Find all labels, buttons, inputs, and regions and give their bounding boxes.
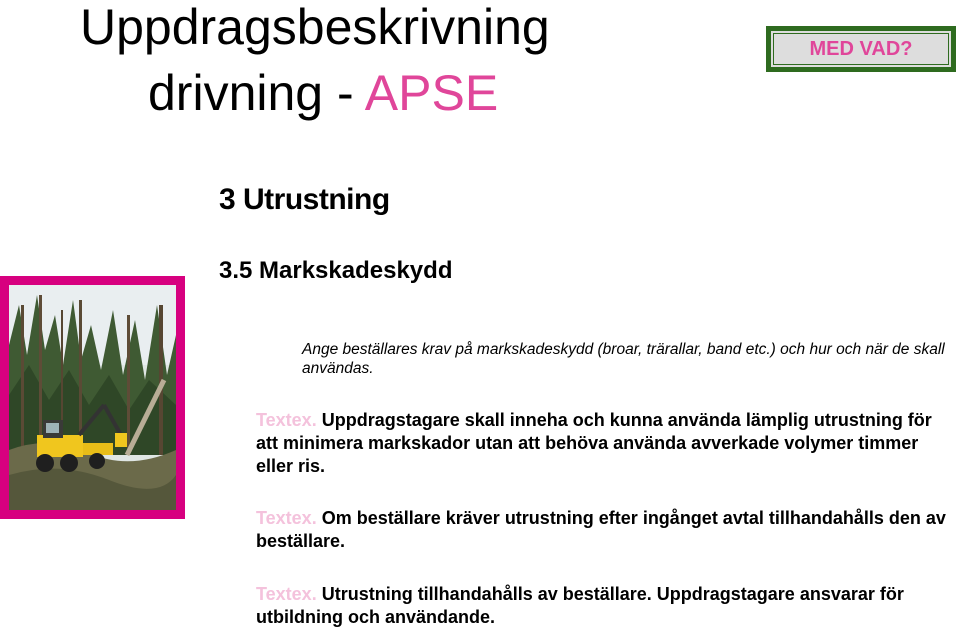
title-accent-apse: APSE xyxy=(364,65,499,121)
badge-label: MED VAD? xyxy=(809,37,913,60)
title-line-1: Uppdragsbeskrivning xyxy=(80,0,550,55)
title-line-2 xyxy=(80,60,720,126)
textex-prefix: Textex. xyxy=(256,508,317,528)
paragraph-text: Utrustning tillhandahålls av beställare. Uppdragstagare ansvarar för utbildning och användande. xyxy=(256,584,904,627)
paragraph-3 xyxy=(256,583,956,629)
badge-inner-border xyxy=(773,33,949,65)
paragraph-2 xyxy=(256,507,956,553)
paragraph-text: Uppdragstagare skall inneha och kunna använda lämplig utrustning för att minimera markskador utan att behöva använda avverkade volymer timmer eller ris. xyxy=(256,410,932,476)
title-line-2-prefix: drivning - xyxy=(148,65,365,121)
instruction-text: Ange beställares krav på markskadeskydd (broar, trärallar, band etc.) och hur och när de skall användas. xyxy=(302,341,945,377)
paragraph-text: Om beställare kräver utrustning efter ingånget avtal tillhandahålls den av beställare. xyxy=(256,508,946,551)
page-title xyxy=(80,0,720,126)
forest-harvester-photo xyxy=(9,285,176,510)
med-vad-badge xyxy=(766,26,956,72)
section-subheading: 3.5 Markskadeskydd xyxy=(219,257,453,284)
textex-prefix: Textex. xyxy=(256,410,317,430)
forest-machine-photo-frame xyxy=(0,276,185,519)
textex-prefix: Textex. xyxy=(256,584,317,604)
paragraph-1 xyxy=(256,409,956,478)
section-heading: 3 Utrustning xyxy=(219,183,390,216)
